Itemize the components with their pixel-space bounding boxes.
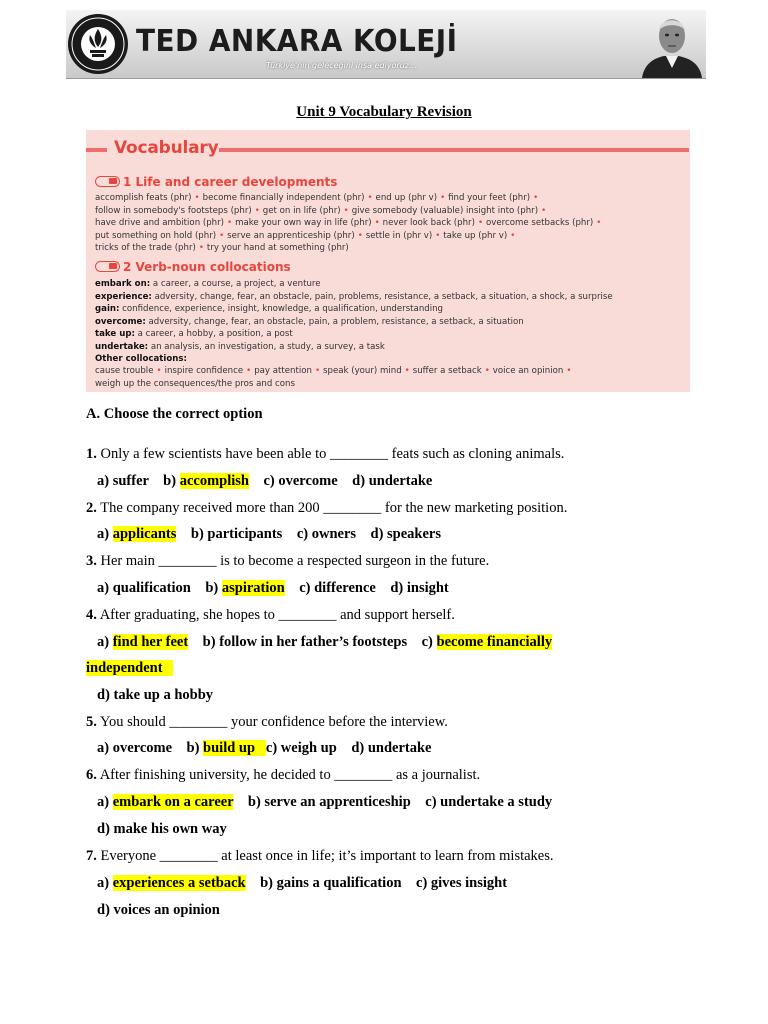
option-text: a) overcome b): [97, 740, 204, 756]
option-text: b) participants c) owners d) speakers: [176, 526, 442, 542]
vocab-item: inspire confidence: [164, 366, 244, 376]
highlighted-answer: applicants: [112, 526, 177, 542]
question: [86, 607, 455, 624]
bullet-icon: •: [510, 230, 516, 241]
collocation-verb: undertake:: [95, 341, 149, 352]
vocab-item: accomplish feats (phr): [95, 193, 192, 203]
header-banner: [66, 10, 706, 79]
vocabulary-heading: Vocabulary: [86, 139, 690, 159]
section-a-heading: A. Choose the correct option: [86, 406, 263, 422]
question-number: 1.: [86, 446, 97, 462]
question: [86, 553, 489, 570]
collocation-line: [95, 353, 187, 365]
bullet-icon: •: [343, 205, 349, 216]
answer-options: [97, 634, 552, 651]
question-number: 2.: [86, 500, 97, 516]
collocation-verb: experience:: [95, 291, 152, 302]
bullet-icon: •: [227, 218, 233, 228]
bullet-icon: •: [254, 205, 260, 216]
answer-options: [97, 740, 431, 757]
option-text: c) difference d) insight: [284, 580, 449, 596]
option-text: b) follow in her father’s footsteps c): [188, 634, 437, 650]
vocab-item: follow in somebody's footsteps (phr): [95, 205, 252, 216]
option-text: a) suffer b): [97, 473, 180, 489]
option-text: c) weigh up d) undertake: [265, 740, 432, 756]
school-name: TED ANKARA KOLEJİ: [136, 24, 458, 59]
collocation-nouns: a career, a course, a project, a venture: [150, 279, 321, 289]
bullet-icon: •: [246, 366, 252, 376]
question: [86, 848, 554, 865]
vocab-item: suffer a setback: [412, 366, 482, 376]
bullet-icon: •: [367, 193, 373, 203]
question-text: Everyone ________ at least once in life; it’s important to learn from mistakes.: [96, 848, 554, 864]
page-title: Unit 9 Vocabulary Revision: [296, 104, 472, 120]
question-number: 6.: [86, 767, 97, 783]
vocab-item: give somebody (valuable) insight into (phr): [351, 205, 539, 216]
question-text: Her main ________ is to become a respected surgeon in the future.: [96, 553, 490, 569]
option-text: a): [97, 794, 113, 810]
highlighted-answer: experiences a setback: [112, 875, 246, 891]
vocab-line: [95, 205, 549, 217]
question-number: 4.: [86, 607, 97, 623]
school-motto: Türkiye'nin geleceğini inşa ediyoruz...: [266, 61, 417, 70]
vocab-item: find your feet (phr): [448, 193, 531, 203]
option-text: d) make his own way: [97, 821, 227, 837]
vocab-item: take up (phr v): [443, 230, 508, 241]
collocation-line: [95, 341, 385, 353]
option-text: a): [97, 875, 113, 891]
bullet-icon: •: [404, 366, 410, 376]
question: [86, 446, 564, 463]
question-text: You should ________ your confidence before the interview.: [96, 714, 448, 730]
collocation-nouns: adversity, change, fear, an obstacle, pain, a problem, resistance, a setback, a situation: [145, 316, 524, 327]
audio-badge-icon: [95, 176, 120, 187]
bullet-icon: •: [314, 366, 321, 376]
vocab-item: pay attention: [254, 366, 312, 376]
option-text: d) voices an opinion: [97, 902, 220, 918]
option-text: a): [97, 634, 113, 650]
answer-options: [97, 821, 227, 838]
bullet-icon: •: [541, 205, 547, 216]
answer-options: [97, 687, 213, 704]
question-text: After finishing university, he decided to ________ as a journalist.: [96, 767, 481, 783]
bullet-icon: •: [440, 193, 446, 203]
answer-options: [97, 526, 441, 543]
vocab-line: [95, 192, 541, 204]
vocab-line: [95, 217, 604, 229]
vocab-item: overcome setbacks (phr): [486, 218, 594, 228]
bullet-icon: •: [533, 193, 539, 203]
vocab-item: have drive and ambition (phr): [95, 218, 225, 228]
bullet-icon: •: [484, 366, 490, 376]
option-text: d) take up a hobby: [97, 687, 214, 703]
collocation-verb: embark on:: [95, 279, 151, 289]
question-number: 3.: [86, 553, 97, 569]
vocab-item: never look back (phr): [382, 218, 475, 228]
collocation-nouns: an analysis, an investigation, a study, a survey, a task: [148, 341, 385, 352]
bullet-icon: •: [374, 218, 380, 228]
vocab-item: put something on hold (phr): [95, 230, 217, 241]
school-logo-icon: [66, 11, 130, 77]
collocation-line: [95, 291, 613, 303]
answer-options: [97, 902, 220, 919]
vocab-line: [95, 378, 295, 390]
vocab-line: [95, 242, 349, 254]
collocation-line: [95, 278, 321, 290]
bullet-icon: •: [198, 243, 204, 253]
question-number: 7.: [86, 848, 97, 864]
answer-options: [97, 580, 449, 597]
bullet-icon: •: [194, 193, 200, 203]
collocation-verb: gain:: [95, 304, 120, 314]
bullet-icon: •: [477, 218, 484, 228]
vocab-item: become financially independent (phr): [202, 193, 365, 203]
highlighted-answer: aspiration: [221, 580, 285, 596]
vocab-item: get on in life (phr): [262, 205, 341, 216]
answer-options: [86, 660, 173, 677]
vocab-item: settle in (phr v): [365, 230, 433, 241]
bullet-icon: •: [566, 366, 572, 376]
audio-badge-icon: [95, 261, 120, 272]
question: [86, 714, 448, 731]
collocation-verb: overcome:: [95, 316, 146, 327]
section1-title: 1 Life and career developments: [95, 175, 337, 189]
vocab-item: make your own way in life (phr): [235, 218, 372, 228]
vocabulary-box: [86, 130, 690, 392]
highlighted-answer: become financially: [436, 634, 553, 650]
option-text: c) overcome d) undertake: [248, 473, 433, 489]
vocab-line: [95, 230, 518, 242]
option-text: a) qualification b): [97, 580, 222, 596]
highlighted-answer: build up: [203, 740, 266, 756]
answer-options: [97, 794, 552, 811]
highlighted-answer: find her feet: [112, 634, 189, 650]
question: [86, 500, 567, 517]
collocation-nouns: adversity, change, fear, an obstacle, pain, problems, resistance, a setback, a situation, a shock, a surprise: [151, 291, 613, 302]
question-text: The company received more than 200 ________ for the new marketing position.: [96, 500, 568, 516]
vocab-item: voice an opinion: [492, 366, 564, 376]
collocation-line: [95, 328, 293, 340]
vocab-item: end up (phr v): [375, 193, 438, 203]
highlighted-answer: embark on a career: [112, 794, 234, 810]
highlighted-answer: independent: [86, 660, 174, 676]
option-text: a): [97, 526, 113, 542]
collocation-line: [95, 316, 524, 328]
bullet-icon: •: [357, 230, 363, 241]
vocab-item: try your hand at something (phr): [206, 243, 349, 253]
question-text: Only a few scientists have been able to ________ feats such as cloning animals.: [96, 446, 565, 462]
vocab-item: weigh up the consequences/the pros and cons: [95, 378, 295, 389]
question: [86, 767, 480, 784]
collocation-nouns: a career, a hobby, a position, a post: [134, 329, 293, 339]
bullet-icon: •: [435, 230, 441, 241]
vocab-item: serve an apprenticeship (phr): [227, 230, 355, 241]
highlighted-answer: accomplish: [179, 473, 249, 489]
bullet-icon: •: [156, 366, 162, 376]
answer-options: [97, 875, 507, 892]
option-text: b) gains a qualification c) gives insight: [245, 875, 508, 891]
answer-options: [97, 473, 432, 490]
bullet-icon: •: [596, 218, 602, 228]
question-text: After graduating, she hopes to ________ and support herself.: [96, 607, 455, 623]
question-number: 5.: [86, 714, 97, 730]
collocation-verb: take up:: [95, 329, 135, 339]
collocation-nouns: confidence, experience, insight, knowledge, a qualification, understanding: [119, 304, 444, 314]
vocab-item: cause trouble: [95, 366, 154, 376]
bullet-icon: •: [219, 230, 225, 241]
collocation-line: [95, 303, 443, 315]
vocab-item: tricks of the trade (phr): [95, 243, 196, 253]
option-text: b) serve an apprenticeship c) undertake a study: [233, 794, 553, 810]
section2-title: 2 Verb-noun collocations: [95, 260, 291, 274]
vocab-line: [95, 365, 574, 377]
portrait-icon: [636, 12, 706, 78]
vocab-item: speak (your) mind: [323, 366, 402, 376]
collocation-verb: Other collocations:: [95, 354, 187, 364]
